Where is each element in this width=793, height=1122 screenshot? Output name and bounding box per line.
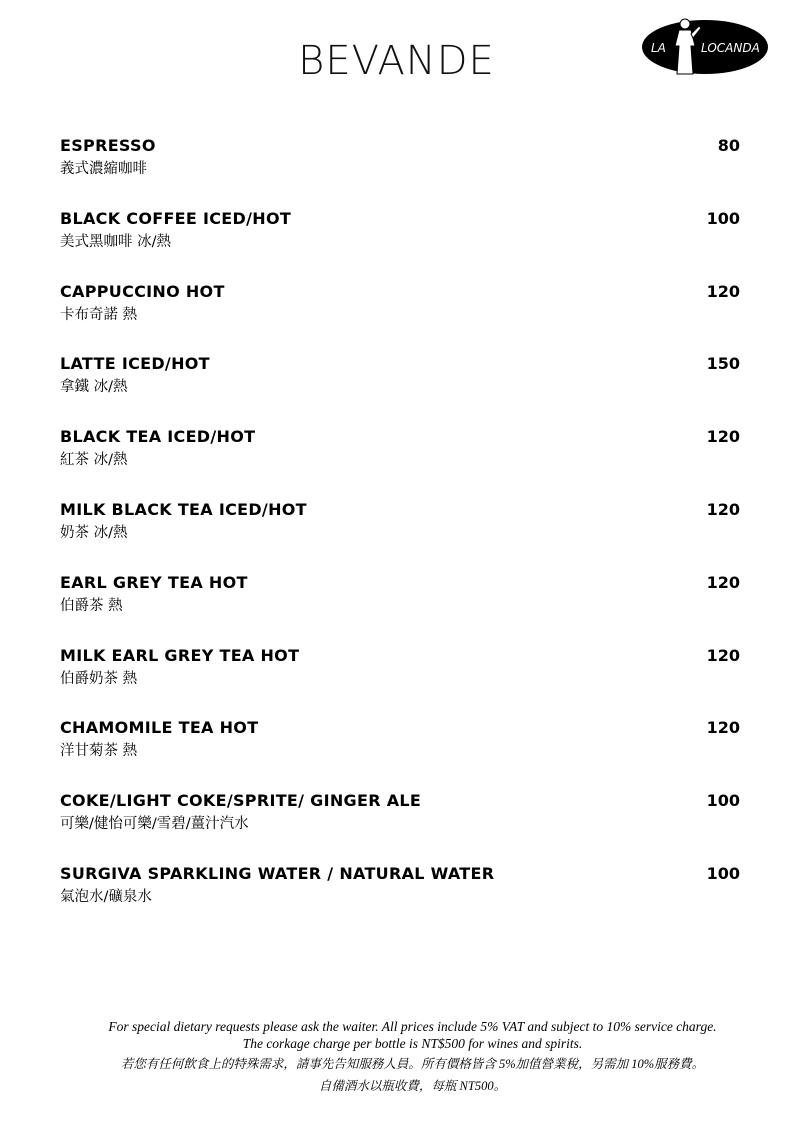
item-chinese-name: 美式黑咖啡 冰/熱 (60, 233, 171, 250)
item-name: COKE/LIGHT COKE/SPRITE/ GINGER ALE (60, 791, 422, 811)
menu-item (60, 718, 742, 791)
svg-text:LOCANDA: LOCANDA (701, 41, 760, 55)
menu-item (60, 427, 742, 500)
item-price: 100 (706, 863, 740, 883)
item-name: MILK EARL GREY TEA HOT (60, 645, 300, 665)
menu-item (60, 791, 742, 864)
page-title: BEVANDE (298, 38, 495, 84)
menu-item (60, 573, 742, 646)
item-name: EARL GREY TEA HOT (60, 572, 248, 592)
item-chinese-name: 洋甘菊茶 熱 (60, 743, 138, 760)
footer-corkage-note-zh: 自備酒水以瓶收費，每瓶 NT500。 (318, 1079, 507, 1093)
item-price: 120 (706, 645, 740, 665)
footer-dietary-note: For special dietary requests please ask the waiter. All prices include 5% VAT and subject to 10% service charge. (108, 1019, 717, 1034)
item-chinese-name: 氣泡水/礦泉水 (60, 888, 152, 905)
item-price: 100 (706, 791, 740, 811)
item-price: 150 (706, 354, 740, 374)
item-chinese-name: 伯爵茶 熱 (60, 597, 123, 614)
item-price: 100 (706, 208, 740, 228)
svg-text:LA: LA (651, 41, 666, 55)
beverage-menu (60, 136, 742, 937)
menu-item (60, 500, 742, 573)
footer-dietary-note-zh: 若您有任何飲食上的特殊需求，請事先告知服務人員。所有價格皆含 5%加值營業稅，另需加 10%服務費。 (120, 1057, 705, 1071)
item-name: CAPPUCCINO HOT (60, 281, 225, 301)
item-name: MILK BLACK TEA ICED/HOT (60, 499, 307, 519)
item-chinese-name: 義式濃縮咖啡 (60, 161, 147, 177)
item-chinese-name: 奶茶 冰/熱 (60, 524, 128, 541)
item-chinese-name: 伯爵奶茶 熱 (60, 670, 138, 687)
la-locanda-logo (641, 16, 769, 78)
item-price: 80 (717, 136, 740, 155)
item-price: 120 (706, 718, 740, 738)
item-name: LATTE ICED/HOT (60, 354, 210, 374)
item-price: 120 (706, 281, 740, 301)
item-price: 120 (706, 499, 740, 519)
item-chinese-name: 拿鐵 冰/熱 (60, 379, 128, 396)
menu-item (60, 864, 742, 937)
item-name: CHAMOMILE TEA HOT (60, 718, 259, 738)
menu-item (60, 646, 742, 719)
item-name: ESPRESSO (60, 136, 156, 155)
footer-corkage-note: The corkage charge per bottle is NT$500 for wines and spirits. (242, 1036, 583, 1051)
item-price: 120 (706, 427, 740, 447)
item-chinese-name: 可樂/健怡可樂/雪碧/薑汁汽水 (60, 816, 249, 833)
item-name: BLACK COFFEE ICED/HOT (60, 208, 292, 228)
menu-item (60, 354, 742, 427)
menu-item (60, 282, 742, 355)
footer-notes (40, 1018, 785, 1096)
menu-item (60, 136, 742, 209)
item-name: SURGIVA SPARKLING WATER / NATURAL WATER (60, 863, 495, 883)
item-price: 120 (706, 572, 740, 592)
item-name: BLACK TEA ICED/HOT (60, 427, 256, 447)
item-chinese-name: 卡布奇諾 熱 (60, 306, 138, 323)
menu-item (60, 209, 742, 282)
item-chinese-name: 紅茶 冰/熱 (60, 452, 128, 469)
